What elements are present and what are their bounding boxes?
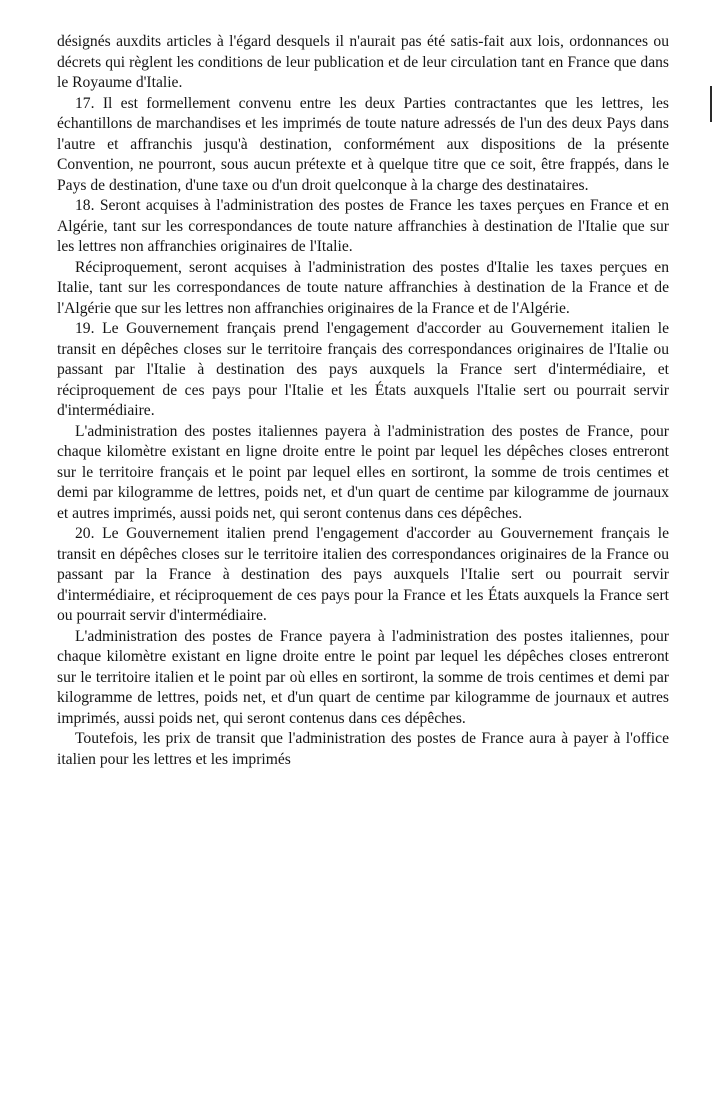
paragraph-article-18: 18. Seront acquises à l'administration des postes de France les taxes perçues en France et en Algérie, tant sur les correspondances de toute nature affranchies à destination de l'Italie que sur les lettres non affranchies originaires de l'Italie. bbox=[57, 197, 669, 255]
margin-rule-mark bbox=[710, 86, 712, 122]
paragraph-article-19: 19. Le Gouvernement français prend l'engagement d'accorder au Gouvernement italien le transit en dépêches closes sur le territoire français des correspondances originaires de l'Italie ou passant par l'Italie à destination des pays auxquels la France sert d'intermédiaire, et réciproquement de ces pays pour l'Italie et les États auxquels l'Italie sert ou pourrait servir d'intermédiaire. bbox=[57, 320, 669, 419]
paragraph-article-20: 20. Le Gouvernement italien prend l'engagement d'accorder au Gouvernement français le transit en dépêches closes sur le territoire italien des correspondances originaires de la France ou passant par la France à destination des pays auxquels l'Italie sert ou pourrait servir d'intermédiaire, et réciproquement de ces pays pour la France et les États auxquels la France sert ou pourrait servir d'intermédiaire. bbox=[57, 525, 669, 624]
paragraph-toutefois: Toutefois, les prix de transit que l'administration des postes de France aura à payer à l'office italien pour les lettres et les imprimés bbox=[57, 730, 669, 768]
paragraph-article-18-reciprocal: Réciproquement, seront acquises à l'administration des postes d'Italie les taxes perçues en Italie, tant sur les correspondances de toute nature affranchies à destination de la France et de l'Algérie que sur les lettres non affranchies originaires de la France et de l'Algérie. bbox=[57, 258, 669, 317]
paragraph-article-19-payment: L'administration des postes italiennes payera à l'administration des postes de France, pour chaque kilomètre existant en ligne droite entre le point par lequel les dépêches closes entreront sur le territoire français et le point par lequel elles en sortiront, la somme de trois centimes et demi par kilogramme de lettres, poids net, et d'un quart de centime par kilogramme de journaux et autres imprimés, aussi poids net, qui seront contenus dans ces dépêches. bbox=[57, 422, 669, 522]
paragraph-article-17: 17. Il est formellement convenu entre les deux Parties contractantes que les lettres, les échantillons de marchandises et les imprimés de toute nature adressés de l'un des deux Pays dans l'autre et affranchis jusqu'à destination, conformément aux dispositions de la présente Convention, ne pourront, sous aucun prétexte et à quelque titre que ce soit, être frappés, dans le Pays de destination, d'une taxe ou d'un droit quelconque à la charge des destinataires. bbox=[57, 94, 669, 194]
document-page bbox=[57, 32, 669, 770]
paragraph-article-20-payment: L'administration des postes de France payera à l'administration des postes italiennes, pour chaque kilomètre existant en ligne droite entre le point par lequel les dépêches closes entreront sur le territoire italien et le point par où elles en sortiront, la somme de trois centimes et demi par kilogramme de lettres, poids net, et d'un quart de centime par kilogramme de journaux et autres imprimés, aussi poids net, qui seront contenus dans ces dépêches. bbox=[57, 627, 669, 727]
paragraph-continuation: désignés auxdits articles à l'égard desquels il n'aurait pas été satis-fait aux lois, ordonnances ou décrets qui règlent les conditions de leur publication et de leur circulation tant en France que dans le Royaume d'Italie. bbox=[57, 33, 669, 91]
